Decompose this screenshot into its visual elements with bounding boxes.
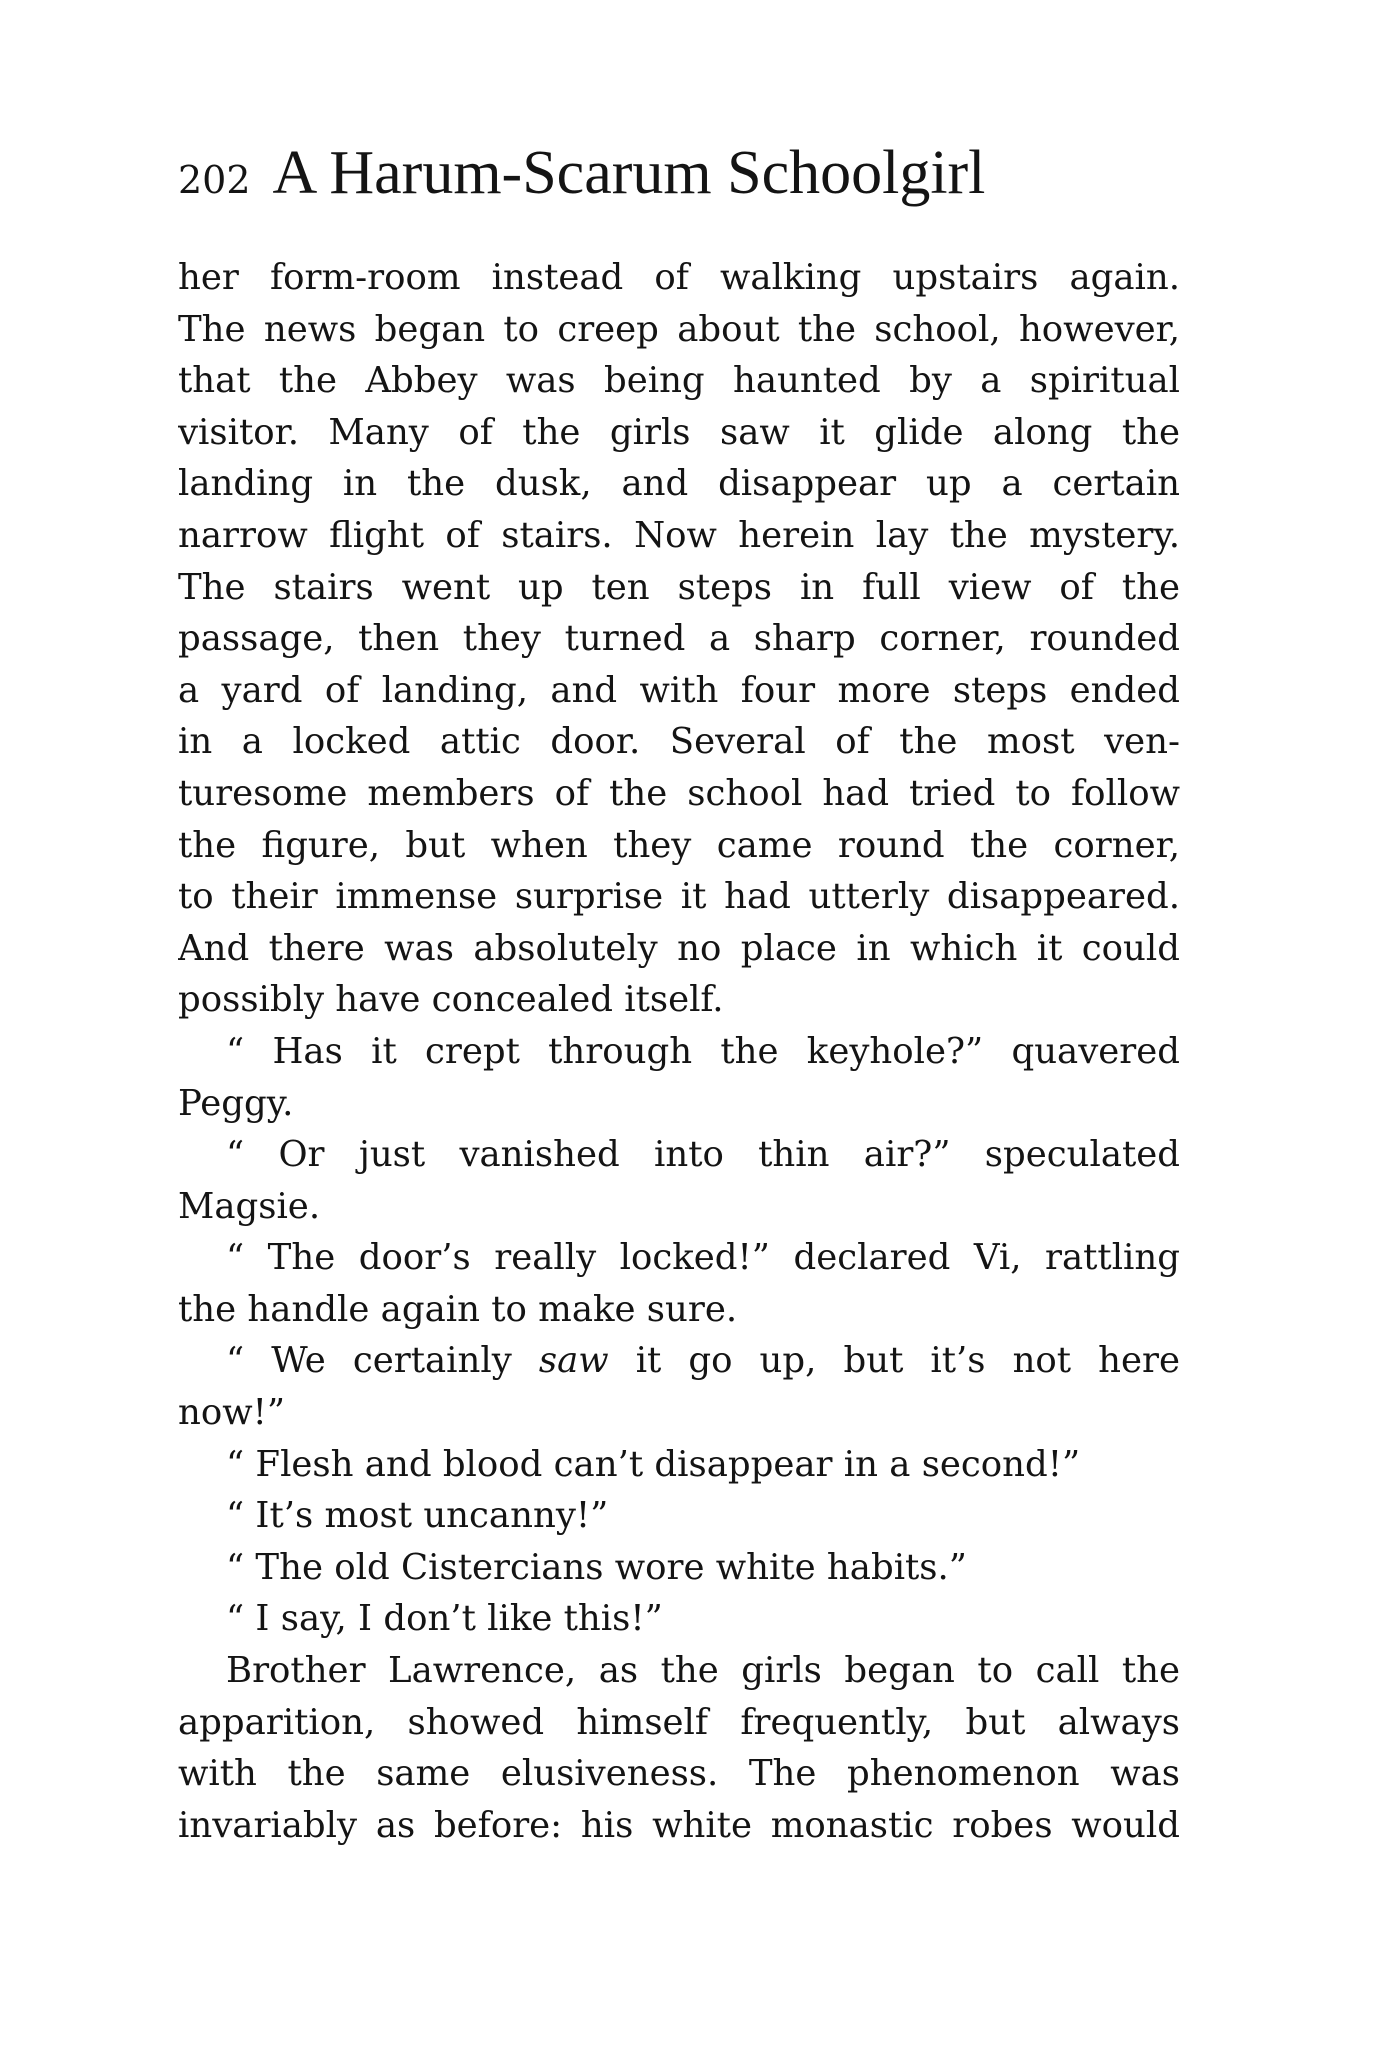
- text-line: Magsie.: [178, 1185, 321, 1227]
- text-line: now!”: [178, 1392, 286, 1434]
- text-line: The news began to creep about the school, however,: [178, 308, 1180, 350]
- text-line: visitor. Many of the girls saw it glide along the: [178, 411, 1180, 453]
- text-line: landing in the dusk, and disappear up a certain: [178, 463, 1180, 505]
- page-number: 202: [178, 158, 251, 202]
- text-line: apparition, showed himself frequently, but always: [178, 1701, 1180, 1743]
- dialogue-line-italic: [178, 1335, 1180, 1387]
- text-line: Peggy.: [178, 1082, 294, 1124]
- text-line: Brother Lawrence, as the girls began to call the: [226, 1650, 1180, 1692]
- dialogue-line: “ It’s most uncanny!”: [226, 1495, 609, 1537]
- text-line: The stairs went up ten steps in full view of the: [178, 566, 1180, 608]
- dialogue-line: “ Has it crept through the keyhole?” quavered: [226, 1030, 1180, 1072]
- dialogue-line: “ I say, I don’t like this!”: [226, 1598, 663, 1640]
- text-line: turesome members of the school had tried to follow: [178, 772, 1180, 814]
- book-title: A Harum-Scarum Schoolgirl: [272, 139, 986, 207]
- italic-line-before: “ We certainly: [226, 1340, 539, 1382]
- text-line: invariably as before: his white monastic robes would: [178, 1804, 1180, 1846]
- text-line: to their immense surprise it had utterly disappeared.: [178, 876, 1180, 918]
- text-line: passage, then they turned a sharp corner, rounded: [178, 618, 1180, 660]
- text-line: her form-room instead of walking upstairs again.: [178, 257, 1180, 298]
- emphasis-word: saw: [538, 1340, 609, 1382]
- text-line: that the Abbey was being haunted by a spiritual: [178, 360, 1180, 402]
- text-line: And there was absolutely no place in which it could: [178, 927, 1180, 969]
- text-line: narrow flight of stairs. Now herein lay the mystery.: [178, 514, 1180, 556]
- text-line: with the same elusiveness. The phenomenon was: [178, 1753, 1180, 1795]
- dialogue-line: “ Or just vanished into thin air?” speculated: [226, 1134, 1180, 1176]
- text-line: possibly have concealed itself.: [178, 979, 724, 1021]
- text-line: a yard of landing, and with four more steps ended: [178, 669, 1180, 711]
- running-head: [178, 138, 1188, 218]
- text-line: in a locked attic door. Several of the most ven-: [178, 721, 1180, 763]
- body-text: [178, 252, 1180, 1851]
- text-line: the figure, but when they came round the corner,: [178, 824, 1180, 866]
- italic-line-after: it go up, but it’s not here: [608, 1340, 1180, 1382]
- text-line: the handle again to make sure.: [178, 1288, 738, 1330]
- dialogue-line: “ The old Cistercians wore white habits.”: [226, 1546, 967, 1588]
- dialogue-line: “ The door’s really locked!” declared Vi, rattling: [226, 1237, 1180, 1279]
- dialogue-line: “ Flesh and blood can’t disappear in a second!”: [226, 1443, 1081, 1485]
